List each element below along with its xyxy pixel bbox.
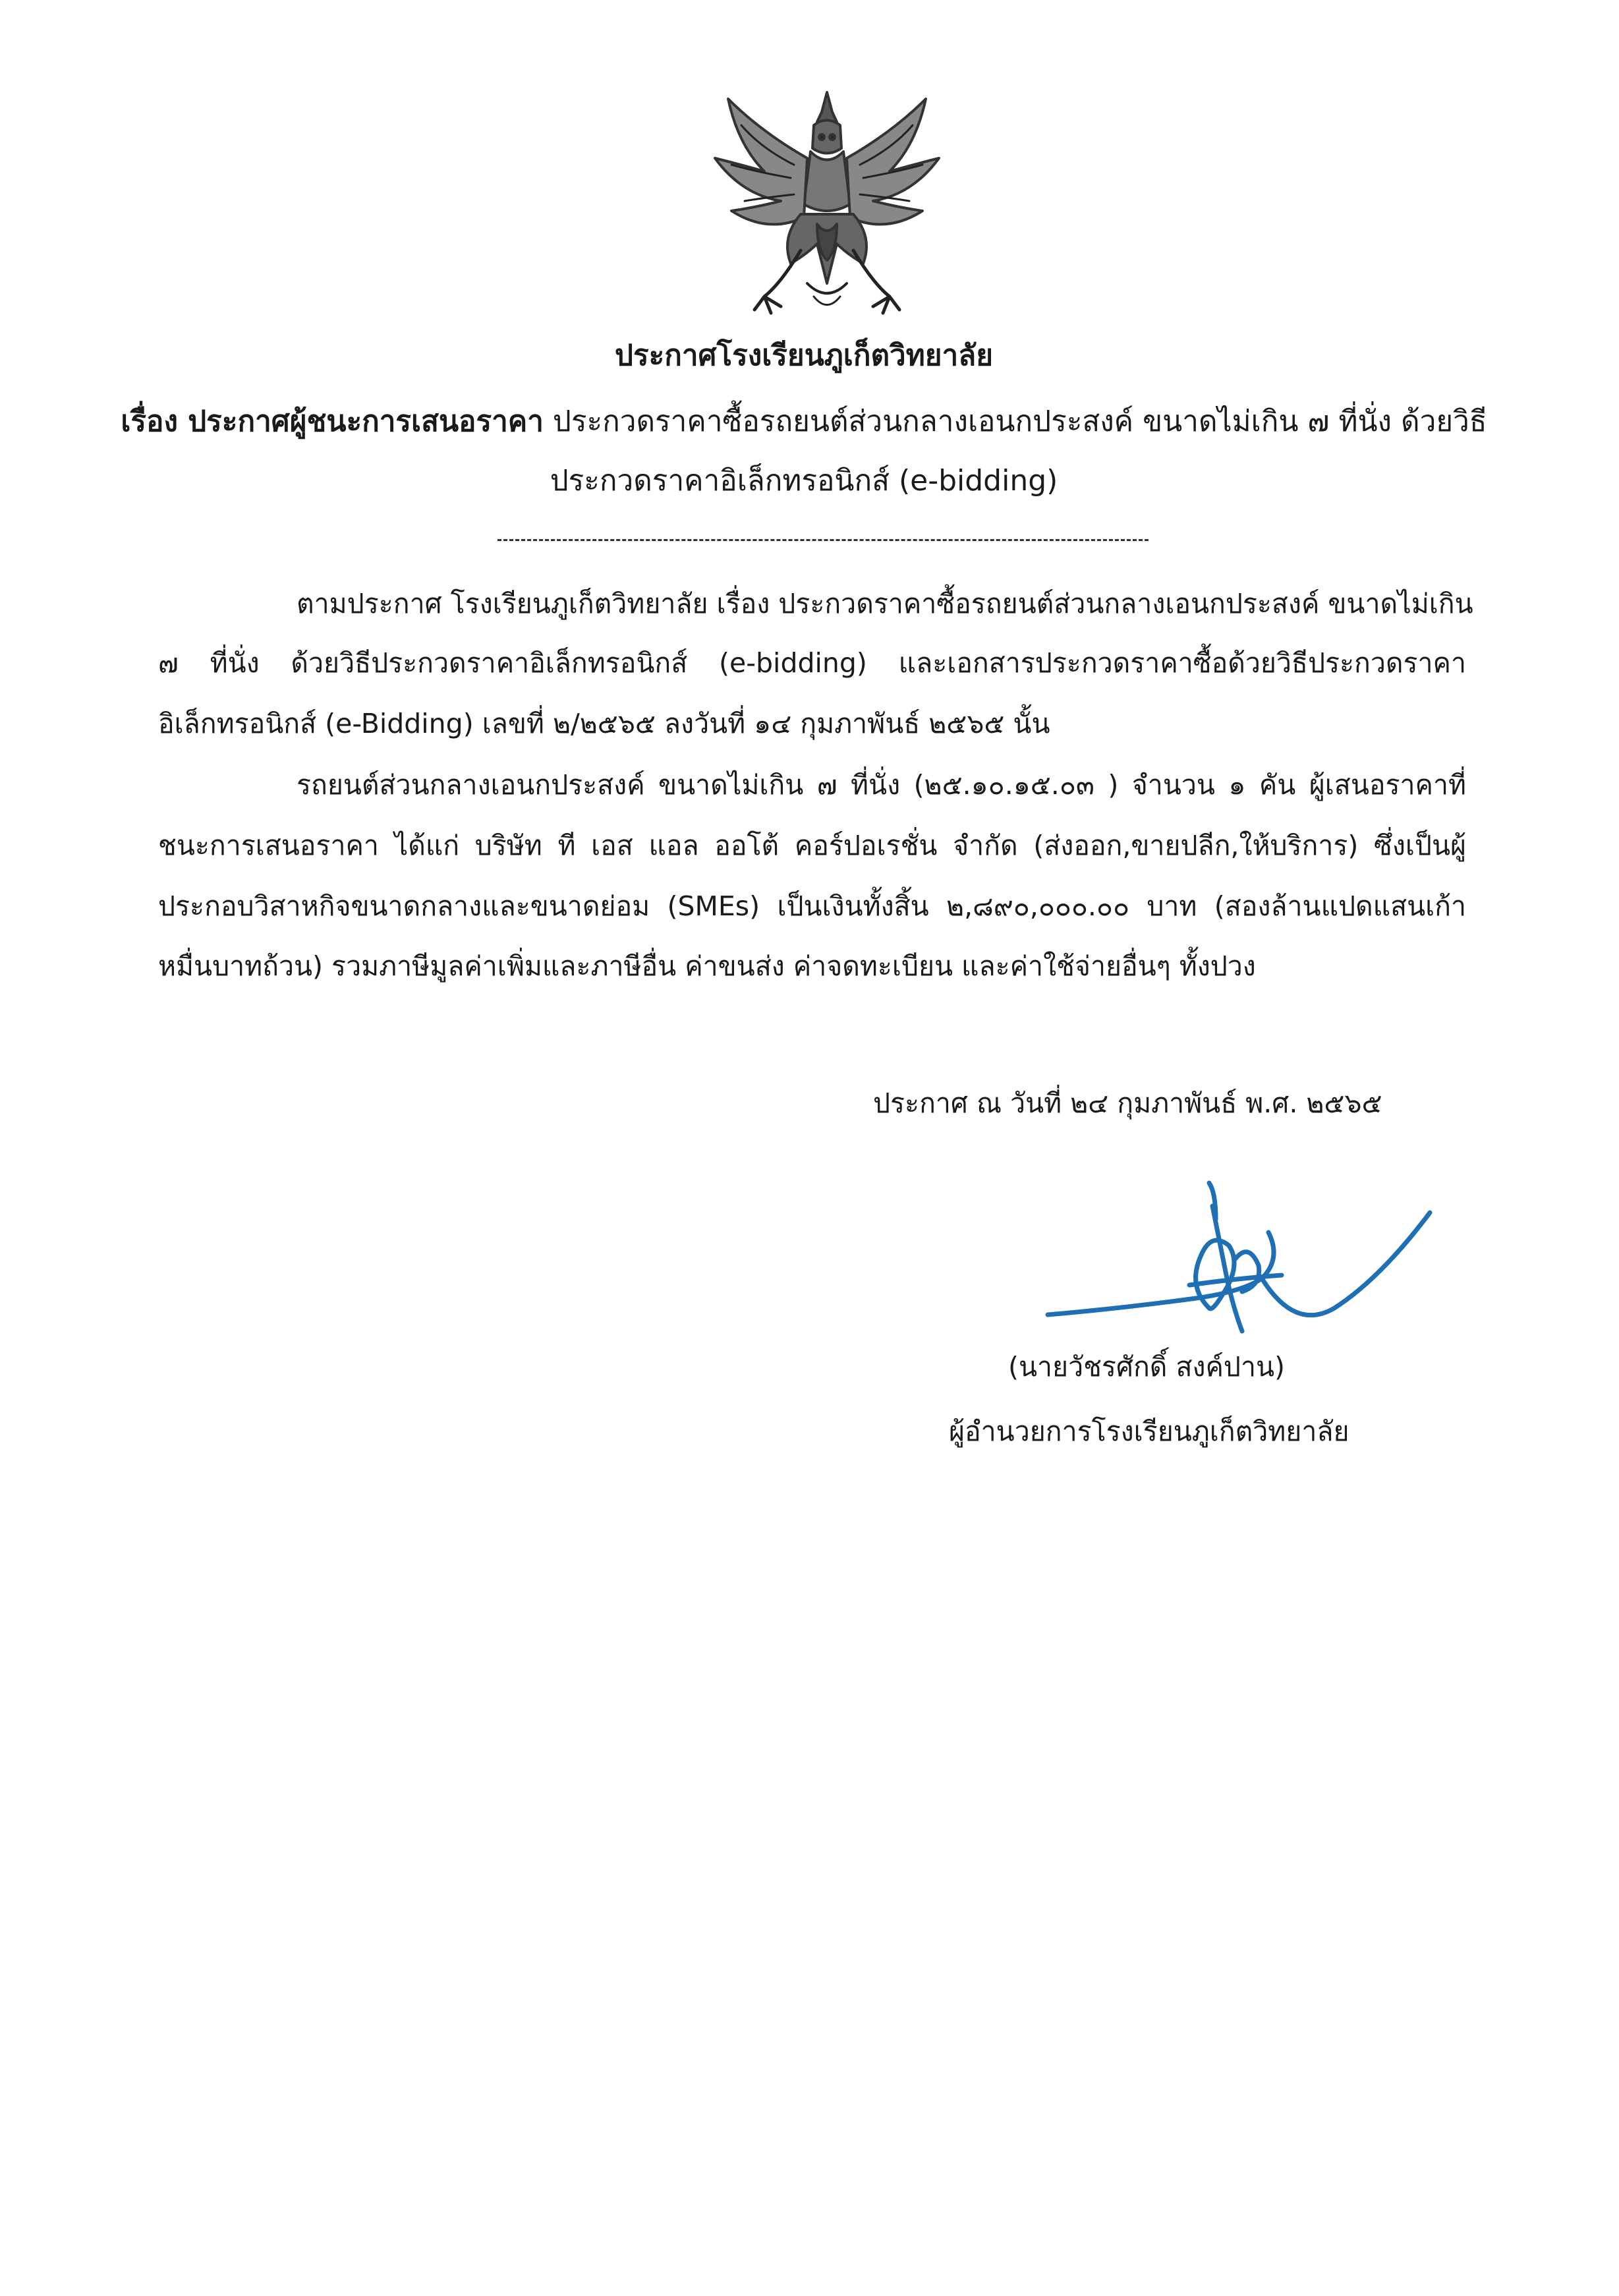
subject-text: ประกวดราคาซื้อรถยนต์ส่วนกลางเอนกประสงค์ ขนาดไม่เกิน ๗ ที่นั่ง ด้วยวิธี (543, 405, 1487, 438)
paragraph-1-line-1: ตามประกาศ โรงเรียนภูเก็ตวิทยาลัย เรื่อง ประกวดราคาซื้อรถยนต์ส่วนกลางเอนกประสงค์ ขนาดไม่เกิน (297, 588, 1473, 619)
paragraph-2-line-1: รถยนต์ส่วนกลางเอนกประสงค์ ขนาดไม่เกิน ๗ ที่นั่ง (๒๕.๑๐.๑๕.๐๓ ) จำนวน ๑ คัน ผู้เสนอราคาที่ (297, 769, 1466, 801)
garuda-emblem-icon (702, 86, 952, 333)
subject-heading (119, 403, 1489, 440)
paragraph-2-line-2: ชนะการเสนอราคา ได้แก่ บริษัท ที เอส แอล ออโต้ คอร์ปอเรชั่น จำกัด (ส่งออก,ขายปลีก,ให้บริการ) ซึ่งเป็นผู้ (158, 830, 1466, 861)
signer-name: (นายวัชรศักดิ์ สงค์ปาน) (1008, 1351, 1285, 1383)
issuer-heading: ประกาศโรงเรียนภูเก็ตวิทยาลัย (615, 339, 993, 372)
paragraph-2-line-3: ประกอบวิสาหกิจขนาดกลางและขนาดย่อม (SMEs) เป็นเงินทั้งสิ้น ๒,๘๙๐,๐๐๐.๐๐ บาท (สองล้านแปดแสนเก้า (158, 890, 1466, 922)
paragraph-1-line-2: ๗ ที่นั่ง ด้วยวิธีประกวดราคาอิเล็กทรอนิกส์ (e-bidding) และเอกสารประกวดราคาซื้อด้วยวิธีประกวดราคา (158, 647, 1466, 679)
divider (497, 539, 1149, 541)
paragraph-1-line-3: อิเล็กทรอนิกส์ (e-Bidding) เลขที่ ๒/๒๕๖๕ ลงวันที่ ๑๔ กุมภาพันธ์ ๒๕๖๕ นั้น (158, 708, 1050, 739)
signature-icon (1044, 1180, 1440, 1344)
announcement-date: ประกาศ ณ วันที่ ๒๔ กุมภาพันธ์ พ.ศ. ๒๕๖๕ (873, 1087, 1382, 1119)
signer-title: ผู้อำนวยการโรงเรียนภูเก็ตวิทยาลัย (949, 1416, 1349, 1447)
paragraph-2-line-4: หมื่นบาทถ้วน) รวมภาษีมูลค่าเพิ่มและภาษีอื่น ค่าขนส่ง ค่าจดทะเบียน และค่าใช้จ่ายอื่นๆ ทั้งปวง (158, 950, 1256, 982)
subject-heading-line2: ประกวดราคาอิเล็กทรอนิกส์ (e-bidding) (550, 464, 1058, 498)
subject-label: เรื่อง ประกาศผู้ชนะการเสนอราคา (121, 405, 544, 438)
